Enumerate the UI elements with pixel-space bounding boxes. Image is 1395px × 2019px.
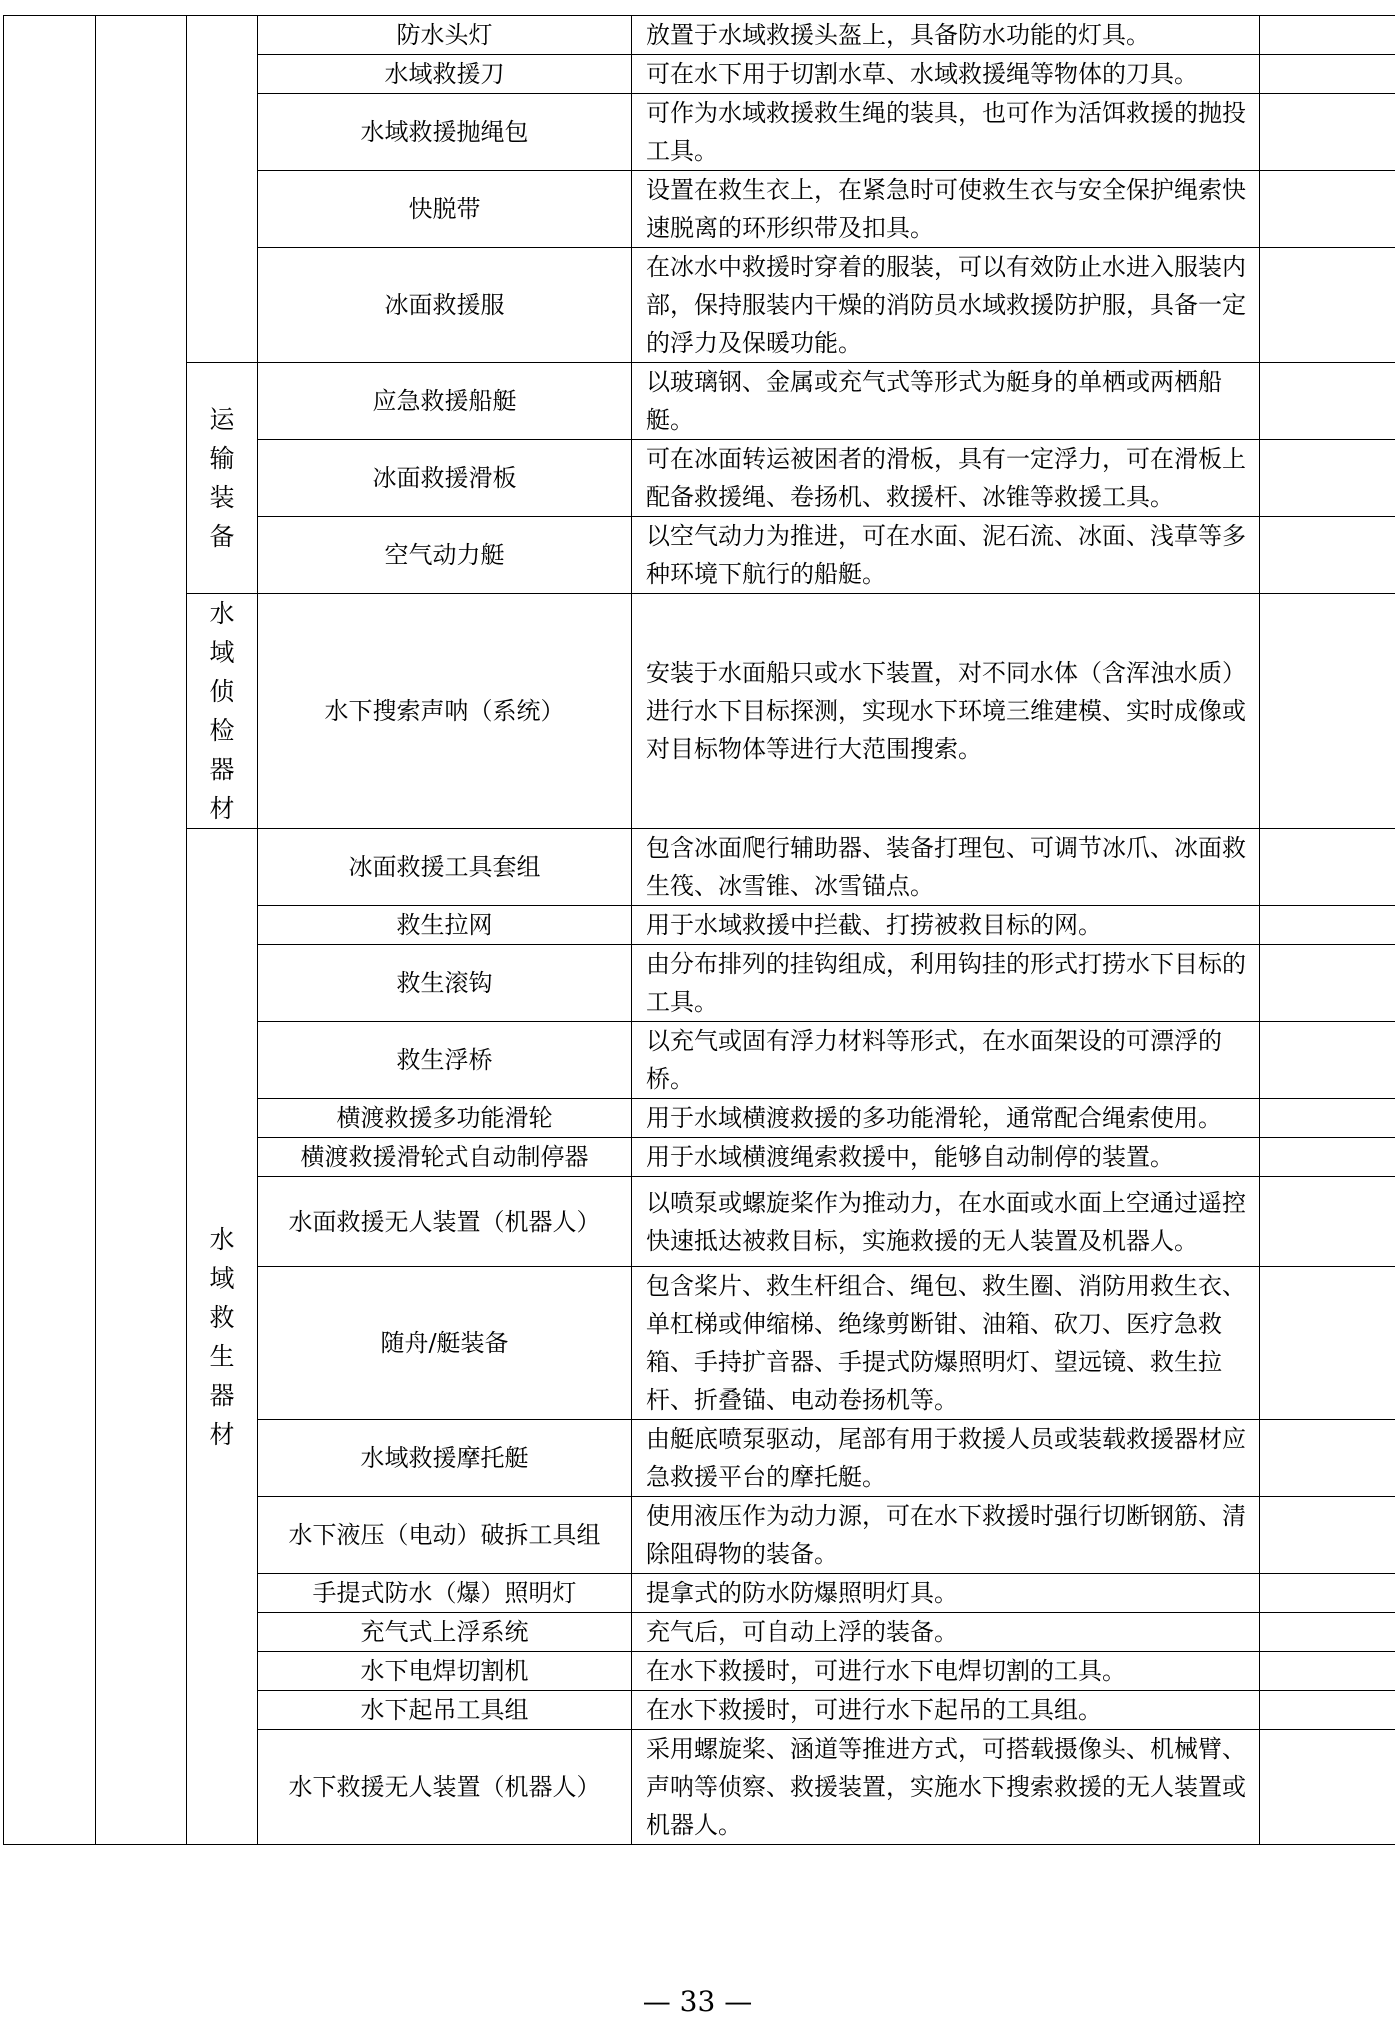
equipment-name: 水下液压（电动）破拆工具组 — [258, 1497, 632, 1574]
equipment-description: 采用螺旋桨、涵道等推进方式，可搭载摄像头、机械臂、声呐等侦察、救援装置，实施水下搜索救援的无人装置或机器人。 — [632, 1730, 1260, 1845]
equipment-description: 使用液压作为动力源，可在水下救援时强行切断钢筋、清除阻碍物的装备。 — [632, 1497, 1260, 1574]
category-cell — [187, 829, 258, 1845]
equipment-description: 充气后，可自动上浮的装备。 — [632, 1613, 1260, 1652]
equipment-name: 水域救援刀 — [258, 55, 632, 94]
remarks-cell — [1260, 1420, 1395, 1497]
equipment-name: 救生浮桥 — [258, 1022, 632, 1099]
table-row — [4, 363, 1395, 440]
remarks-cell — [1260, 94, 1395, 171]
equipment-description: 包含冰面爬行辅助器、装备打理包、可调节冰爪、冰面救生筏、冰雪锥、冰雪锚点。 — [632, 829, 1260, 906]
equipment-description: 放置于水域救援头盔上，具备防水功能的灯具。 — [632, 16, 1260, 55]
category-cell — [187, 16, 258, 363]
equipment-name: 快脱带 — [258, 171, 632, 248]
equipment-name: 随舟/艇装备 — [258, 1267, 632, 1420]
equipment-description: 在冰水中救援时穿着的服装，可以有效防止水进入服装内部，保持服装内干燥的消防员水域救援防护服，具备一定的浮力及保暖功能。 — [632, 248, 1260, 363]
remarks-cell — [1260, 1574, 1395, 1613]
equipment-name: 水下搜索声呐（系统） — [258, 594, 632, 829]
table-row — [4, 829, 1395, 906]
remarks-cell — [1260, 1613, 1395, 1652]
equipment-description: 包含桨片、救生杆组合、绳包、救生圈、消防用救生衣、单杠梯或伸缩梯、绝缘剪断钳、油箱、砍刀、医疗急救箱、手持扩音器、手提式防爆照明灯、望远镜、救生拉杆、折叠锚、电动卷扬机等。 — [632, 1267, 1260, 1420]
remarks-cell — [1260, 517, 1395, 594]
equipment-name: 防水头灯 — [258, 16, 632, 55]
table-row — [4, 594, 1395, 829]
remarks-cell — [1260, 363, 1395, 440]
category-cell — [187, 363, 258, 594]
remarks-cell — [1260, 1138, 1395, 1177]
remarks-cell — [1260, 1099, 1395, 1138]
equipment-name: 冰面救援工具套组 — [258, 829, 632, 906]
remarks-cell — [1260, 171, 1395, 248]
equipment-description: 用于水域横渡救援的多功能滑轮，通常配合绳索使用。 — [632, 1099, 1260, 1138]
equipment-name: 应急救援船艇 — [258, 363, 632, 440]
equipment-name: 充气式上浮系统 — [258, 1613, 632, 1652]
remarks-cell — [1260, 440, 1395, 517]
remarks-cell — [1260, 1267, 1395, 1420]
equipment-name: 水域救援抛绳包 — [258, 94, 632, 171]
remarks-cell — [1260, 829, 1395, 906]
remarks-cell — [1260, 1022, 1395, 1099]
equipment-name: 水下救援无人装置（机器人） — [258, 1730, 632, 1845]
remarks-cell — [1260, 906, 1395, 945]
remarks-cell — [1260, 1730, 1395, 1845]
equipment-description: 由分布排列的挂钩组成，利用钩挂的形式打捞水下目标的工具。 — [632, 945, 1260, 1022]
remarks-cell — [1260, 1177, 1395, 1267]
equipment-name: 水下电焊切割机 — [258, 1652, 632, 1691]
equipment-name: 横渡救援多功能滑轮 — [258, 1099, 632, 1138]
equipment-description: 可作为水域救援救生绳的装具，也可作为活饵救援的抛投工具。 — [632, 94, 1260, 171]
category-label: 水域救生器材 — [209, 1224, 235, 1449]
equipment-name: 水域救援摩托艇 — [258, 1420, 632, 1497]
equipment-name: 手提式防水（爆）照明灯 — [258, 1574, 632, 1613]
remarks-cell — [1260, 1497, 1395, 1574]
equipment-description: 设置在救生衣上，在紧急时可使救生衣与安全保护绳索快速脱离的环形织带及扣具。 — [632, 171, 1260, 248]
remarks-cell — [1260, 16, 1395, 55]
equipment-description: 以喷泵或螺旋桨作为推动力，在水面或水面上空通过遥控快速抵达被救目标，实施救援的无人装置及机器人。 — [632, 1177, 1260, 1267]
equipment-description: 在水下救援时，可进行水下起吊的工具组。 — [632, 1691, 1260, 1730]
equipment-table — [3, 15, 1395, 1845]
remarks-cell — [1260, 1691, 1395, 1730]
equipment-name: 冰面救援滑板 — [258, 440, 632, 517]
equipment-description: 可在冰面转运被困者的滑板，具有一定浮力，可在滑板上配备救援绳、卷扬机、救援杆、冰锥等救援工具。 — [632, 440, 1260, 517]
equipment-name: 空气动力艇 — [258, 517, 632, 594]
equipment-name: 救生滚钩 — [258, 945, 632, 1022]
equipment-description: 可在水下用于切割水草、水域救援绳等物体的刀具。 — [632, 55, 1260, 94]
remarks-cell — [1260, 594, 1395, 829]
page-number: — 33 — — [642, 1985, 753, 2018]
category-cell — [187, 594, 258, 829]
equipment-description: 用于水域横渡绳索救援中，能够自动制停的装置。 — [632, 1138, 1260, 1177]
equipment-name: 救生拉网 — [258, 906, 632, 945]
equipment-description: 提拿式的防水防爆照明灯具。 — [632, 1574, 1260, 1613]
equipment-description: 由艇底喷泵驱动，尾部有用于救援人员或装载救援器材应急救援平台的摩托艇。 — [632, 1420, 1260, 1497]
equipment-description: 在水下救援时，可进行水下电焊切割的工具。 — [632, 1652, 1260, 1691]
remarks-cell — [1260, 248, 1395, 363]
equipment-name: 水面救援无人装置（机器人） — [258, 1177, 632, 1267]
remarks-cell — [1260, 945, 1395, 1022]
category-label: 水域侦检器材 — [209, 599, 235, 823]
equipment-description: 以空气动力为推进，可在水面、泥石流、冰面、浅草等多种环境下航行的船艇。 — [632, 517, 1260, 594]
empty-column-2 — [96, 16, 187, 1845]
equipment-name: 横渡救援滑轮式自动制停器 — [258, 1138, 632, 1177]
equipment-description: 安装于水面船只或水下装置，对不同水体（含浑浊水质）进行水下目标探测，实现水下环境三维建模、实时成像或对目标物体等进行大范围搜索。 — [632, 594, 1260, 829]
equipment-description: 以充气或固有浮力材料等形式，在水面架设的可漂浮的桥。 — [632, 1022, 1260, 1099]
equipment-description: 用于水域救援中拦截、打捞被救目标的网。 — [632, 906, 1260, 945]
equipment-name: 冰面救援服 — [258, 248, 632, 363]
equipment-name: 水下起吊工具组 — [258, 1691, 632, 1730]
empty-column-1 — [4, 16, 96, 1845]
remarks-cell — [1260, 55, 1395, 94]
remarks-cell — [1260, 1652, 1395, 1691]
table-row — [4, 16, 1395, 55]
category-label: 运输装备 — [209, 405, 235, 551]
equipment-description: 以玻璃钢、金属或充气式等形式为艇身的单栖或两栖船艇。 — [632, 363, 1260, 440]
